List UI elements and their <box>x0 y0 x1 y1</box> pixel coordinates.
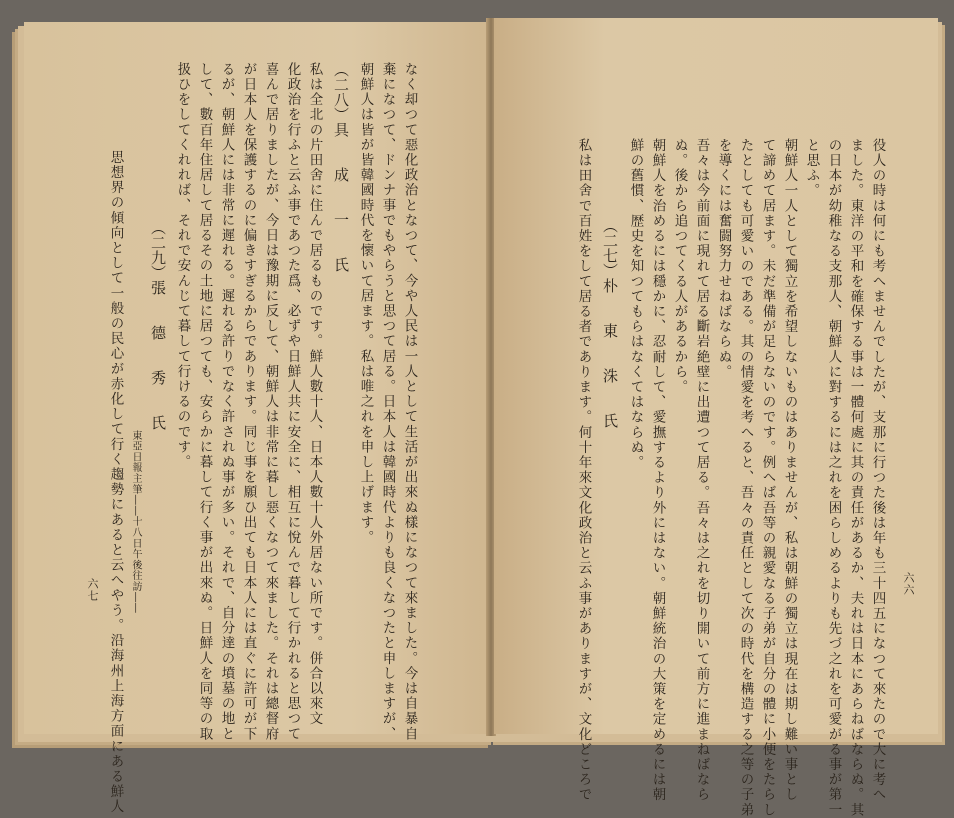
text-column: 扱ひをしてくれれば、それで安んじて暮して行けるのです。 <box>174 62 191 470</box>
text-column: ぬ。後から追つてくる人があるから。 <box>671 138 688 395</box>
text-column: 鮮の舊慣、歴史を知つてもらはなくてはならぬ。 <box>627 138 644 471</box>
text-column: と思ふ。 <box>803 138 820 199</box>
text-column: 役人の時は何にも考へませんでしたが、支那に行つた後は年も三十四五になつて來たので大に考へ <box>869 138 886 803</box>
byline-note: 東亞日報主筆――十八日午後往訪―― <box>130 430 141 614</box>
text-column: 朝鮮人を治めるには穩かに、忍耐して、愛撫するより外にはない。朝鮮統治の大策を定めるには朝 <box>649 138 666 803</box>
right-page <box>494 18 938 818</box>
text-column: 化政治を行ふと云ふ事であつた爲、必ずや日鮮人共に安全に、相互に悅んで暮して行かれると思つて <box>284 62 301 742</box>
text-column: 棄になつて、ドンナ事でもやらうと思つて居る。日本人は韓國時代よりも良くなつたと申しますが、 <box>379 62 396 742</box>
text-column: の日本が幼稚なる支那人、朝鮮人に對するには之れを困らしめるよりも先づ之れを可愛がる事が第一 <box>825 138 842 818</box>
section-heading-28 <box>333 62 348 272</box>
text-column: て諦めて居ます。未だ準備が足らないのです。例へば吾等の親愛なる子弟が自分の體に小便をたらし <box>759 138 776 818</box>
text-column: なく却つて惡化政治となつて、今や人民は一人として生活が出來ぬ樣になつて來ました。今は自暴自 <box>401 62 418 742</box>
text-column: して、數百年住居して居るその土地に居つても、安らかに暮して行く事が出來ぬ。日鮮人を同等の取 <box>196 62 213 742</box>
heading-text: （二九）張 德 秀 氏 <box>149 220 167 430</box>
text-column: るが、朝鮮人には非常に遲れる。遲れる許りでなく許されぬ事が多い。それで、自分達の墳墓の地と <box>218 62 235 742</box>
text-column: 朝鮮人は皆が皆韓國時代を懷いて居ます。私は唯之れを申し上げます。 <box>357 62 374 546</box>
text-column: 朝鮮人一人として獨立を希望しないものはありませんが、私は朝鮮の獨立は現在は期し難い事とし <box>781 138 798 803</box>
text-column: 喜んで居りましたが、今日は豫期に反して、朝鮮人は非常に暮し惡くなつて來ました。それは總督府 <box>262 62 279 742</box>
text-column: たとしても可愛いのである。其の情愛を考へると、吾々の責任として次の時代を構造する之等の子弟 <box>737 138 754 818</box>
text-column: 吾々は今前面に現れて居る斷岩絶壁に出遭つて居る。吾々は之れを切り開いて前方に進まねばなら <box>693 138 710 803</box>
page-number: 六七 <box>86 578 99 602</box>
heading-text: （二七）朴 東 洙 氏 <box>601 218 619 428</box>
section-heading-27 <box>602 218 617 428</box>
text-column: ました。東洋の平和を確保する事は一體何處に其の責任があるか、夫れは日本にあらねばならぬ。其 <box>847 138 864 818</box>
text-column: が日本人を保護するのに偏きすぎるからであります。同じ事を願ひ出ても日本人には直ぐに許可が下 <box>240 62 257 742</box>
text-column: を導くには奮闘努力せねばならぬ。 <box>715 138 732 380</box>
left-page <box>24 22 490 815</box>
section-heading-29 <box>150 220 165 430</box>
text-column: 思想界の傾向として一般の民心が赤化して行く趨勢にあると云へやう。沿海州上海方面にある鮮人 <box>107 150 124 815</box>
heading-text: （二八）具 成 一 氏 <box>332 62 350 272</box>
text-column: 私は田舍で百姓をして居る者であります。何十年來文化政治と云ふ事がありますが、文化どころで <box>575 138 592 803</box>
text-column: 私は全北の片田舍に住んで居るものです。鮮人數十人、日本人數十人外居ない所です。併合以來文 <box>306 62 323 727</box>
page-number: 六六 <box>902 572 915 596</box>
